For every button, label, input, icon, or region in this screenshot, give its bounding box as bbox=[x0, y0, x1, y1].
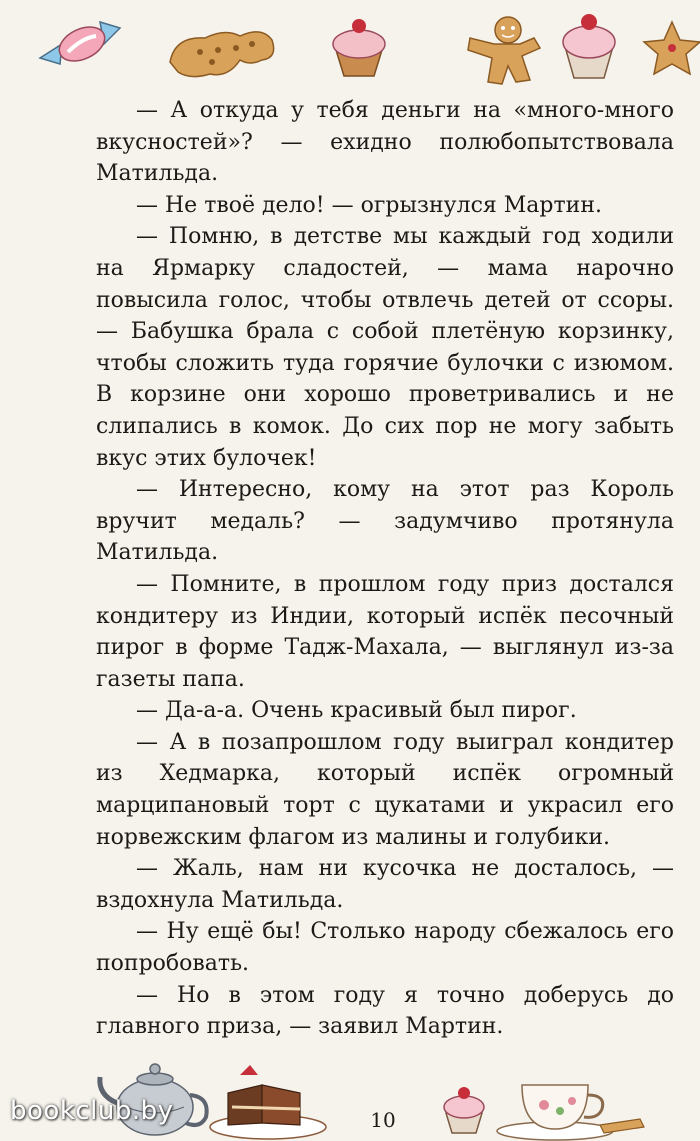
paragraph: — Помните, в прошлом году приз достался кондитеру из Индии, который испёк песочный пирог в форме Тадж-Махала, — выглянул из-за газеты папа. bbox=[96, 571, 674, 692]
gingerbread-man-icon bbox=[468, 17, 540, 84]
cake-plate-icon bbox=[210, 1065, 326, 1139]
page-text bbox=[96, 95, 674, 1043]
paragraph: — Но в этом году я точно доберусь до главного приза, — заявил Мартин. bbox=[96, 982, 674, 1040]
gingerbread-horse-icon bbox=[170, 32, 274, 77]
candy-icon bbox=[40, 20, 120, 67]
paragraph: — Жаль, нам ни кусочка не досталось, — вздохнула Матильда. bbox=[96, 856, 674, 913]
paragraph: — А откуда у тебя деньги на «много-много вкусностей»? — ехидно полюбопытствовала Матильда. bbox=[96, 98, 674, 187]
page-number: 10 bbox=[370, 1108, 396, 1132]
cupcake-icon bbox=[333, 19, 385, 76]
paragraph: — Интересно, кому на этот раз Король вручит медаль? — задумчиво протянула Матильда. bbox=[96, 477, 674, 566]
teacup-icon bbox=[497, 1085, 644, 1140]
paragraph: — Не твоё дело! — огрызнулся Мартин. bbox=[136, 192, 602, 218]
paragraph: — Ну ещё бы! Столько народу сбежалось его попробовать. bbox=[96, 919, 674, 977]
cupcake-icon bbox=[444, 1087, 484, 1133]
top-decoration bbox=[0, 0, 700, 95]
paragraph: — Да-а-а. Очень красивый был пирог. bbox=[136, 698, 577, 724]
paragraph: — А в позапрошлом году выиграл кондитер из Хедмарка, который испёк огромный марципановый торт с цукатами и украсил его норвежским флагом из малины и голубики. bbox=[96, 729, 674, 850]
paragraph: — Помню, в детстве мы каждый год ходили на Ярмарку сладостей, — мама нарочно повысила голос, чтобы отвлечь детей от ссоры. — Бабушка брала с собой плетёную корзинку, чтобы сложить туда горячие булочки с изюмом. В корзине они хорошо проветривались и не слипались в комок. До сих пор не могу забыть вкус этих булочек! bbox=[96, 224, 674, 471]
watermark: bookclub.by bbox=[10, 1096, 174, 1126]
cupcake-icon bbox=[563, 14, 615, 78]
bottom-decoration bbox=[0, 1045, 700, 1141]
star-cookie-icon bbox=[644, 22, 700, 74]
